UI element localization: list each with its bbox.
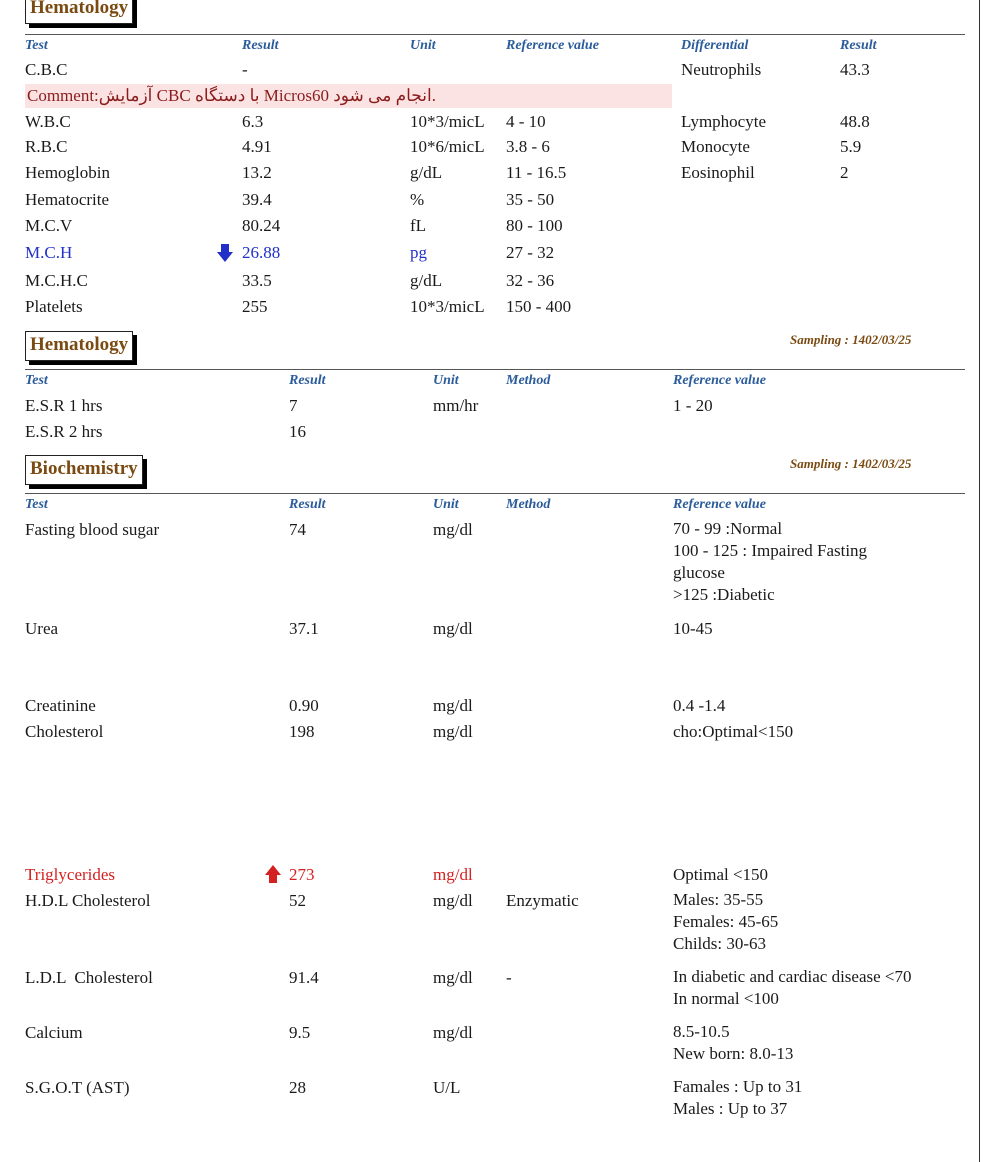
- test-unit: 10*3/micL: [410, 297, 485, 316]
- test-unit: mg/dl: [433, 891, 473, 910]
- header-method: Method: [506, 497, 551, 512]
- test-method: -: [506, 968, 512, 987]
- differential-name: Monocyte: [681, 137, 750, 156]
- test-result: 37.1: [289, 619, 319, 638]
- reference-line: Famales : Up to 31: [673, 1077, 803, 1096]
- test-result: 26.88: [242, 243, 281, 262]
- test-name: M.C.H.C: [25, 271, 88, 290]
- test-unit: g/dL: [410, 163, 443, 182]
- test-name: E.S.R 2 hrs: [25, 422, 103, 441]
- test-result: 6.3: [242, 112, 264, 131]
- test-name: R.B.C: [25, 137, 68, 156]
- test-unit: mm/hr: [433, 396, 479, 415]
- reference-line: Females: 45-65: [673, 912, 779, 931]
- test-result: 13.2: [242, 163, 272, 182]
- header-result: Result: [289, 373, 326, 388]
- sampling-date: Sampling : 1402/03/25: [790, 456, 912, 471]
- test-reference: 35 - 50: [506, 190, 555, 209]
- right-border: [979, 0, 980, 1162]
- test-reference: [673, 518, 913, 606]
- reference-line: In normal <100: [673, 989, 779, 1008]
- test-name: S.G.O.T (AST): [25, 1078, 130, 1097]
- test-name: L.D.L Cholesterol: [25, 968, 153, 987]
- reference-line: Childs: 30-63: [673, 934, 767, 953]
- test-name: M.C.H: [25, 243, 73, 262]
- reference-line: 70 - 99 :Normal: [673, 519, 783, 538]
- test-result: 28: [289, 1078, 306, 1097]
- test-name: H.D.L Cholesterol: [25, 891, 151, 910]
- test-reference: 150 - 400: [506, 297, 572, 316]
- test-reference: 3.8 - 6: [506, 137, 550, 156]
- test-result: 255: [242, 297, 268, 316]
- test-result: -: [242, 60, 248, 79]
- test-unit: 10*3/micL: [410, 112, 485, 131]
- test-unit: mg/dl: [433, 619, 473, 638]
- test-reference: [673, 1021, 953, 1065]
- header-result: Result: [289, 497, 326, 512]
- header-method: Method: [506, 373, 551, 388]
- test-unit: mg/dl: [433, 722, 473, 741]
- test-reference: [673, 966, 963, 1010]
- reference-line: >125 :Diabetic: [673, 585, 775, 604]
- header-reference: Reference value: [673, 497, 766, 512]
- test-result: 0.90: [289, 696, 319, 715]
- header-unit: Unit: [410, 38, 436, 53]
- section-title-hematology: Hematology: [25, 0, 133, 24]
- differential-name: Neutrophils: [681, 60, 762, 79]
- test-reference: Optimal <150: [673, 865, 769, 884]
- test-name: W.B.C: [25, 112, 71, 131]
- reference-line: 8.5-10.5: [673, 1022, 730, 1041]
- test-result: 52: [289, 891, 306, 910]
- test-unit: mg/dl: [433, 696, 473, 715]
- test-reference: 1 - 20: [673, 396, 713, 415]
- test-reference: 0.4 -1.4: [673, 696, 726, 715]
- reference-line: New born: 8.0-13: [673, 1044, 794, 1063]
- test-unit: mg/dl: [433, 968, 473, 987]
- test-result: 16: [289, 422, 306, 441]
- test-reference: 80 - 100: [506, 216, 563, 235]
- test-unit: pg: [410, 243, 427, 262]
- test-unit: mg/dl: [433, 520, 473, 539]
- test-reference: [673, 889, 953, 955]
- test-name: E.S.R 1 hrs: [25, 396, 103, 415]
- test-result: 91.4: [289, 968, 319, 987]
- test-name: Hematocrite: [25, 190, 110, 209]
- test-unit: mg/dl: [433, 865, 473, 884]
- test-result: 39.4: [242, 190, 272, 209]
- arrow-down-icon: [216, 243, 234, 263]
- test-result: 273: [289, 865, 315, 884]
- test-unit: g/dL: [410, 271, 443, 290]
- header-reference: Reference value: [673, 373, 766, 388]
- header-diff-result: Result: [840, 38, 877, 53]
- test-unit: mg/dl: [433, 1023, 473, 1042]
- test-reference: [673, 1076, 953, 1120]
- differential-name: Lymphocyte: [681, 112, 766, 131]
- test-result: 4.91: [242, 137, 272, 156]
- header-differential: Differential: [681, 38, 749, 53]
- test-reference: 10-45: [673, 619, 713, 638]
- reference-line: In diabetic and cardiac disease <70: [673, 967, 912, 986]
- test-name: M.C.V: [25, 216, 73, 235]
- reference-line: Males: 35-55: [673, 890, 764, 909]
- header-reference: Reference value: [506, 38, 599, 53]
- cbc-comment: Comment:آزمایش CBC با دستگاه Micros60 انجام می شود.: [25, 84, 672, 108]
- test-name: Cholesterol: [25, 722, 104, 741]
- header-test: Test: [25, 373, 48, 388]
- section-divider: [25, 493, 965, 494]
- test-unit: fL: [410, 216, 427, 235]
- test-unit: 10*6/micL: [410, 137, 485, 156]
- differential-value: 5.9: [840, 137, 862, 156]
- test-result: 80.24: [242, 216, 281, 235]
- header-result: Result: [242, 38, 279, 53]
- section-divider: [25, 369, 965, 370]
- test-reference: 32 - 36: [506, 271, 555, 290]
- section-title-hematology: Hematology: [25, 331, 133, 361]
- differential-name: Eosinophil: [681, 163, 755, 182]
- test-reference: 4 - 10: [506, 112, 546, 131]
- test-name: Platelets: [25, 297, 83, 316]
- test-name: C.B.C: [25, 60, 68, 79]
- reference-line: Males : Up to 37: [673, 1099, 788, 1118]
- test-name: Hemoglobin: [25, 163, 110, 182]
- header-unit: Unit: [433, 373, 459, 388]
- sampling-date: Sampling : 1402/03/25: [790, 332, 912, 347]
- header-unit: Unit: [433, 497, 459, 512]
- test-result: 33.5: [242, 271, 272, 290]
- reference-line: 100 - 125 : Impaired Fasting glucose: [673, 541, 868, 582]
- section-title-biochemistry: Biochemistry: [25, 455, 143, 485]
- differential-value: 43.3: [840, 60, 870, 79]
- test-unit: %: [410, 190, 425, 209]
- test-reference: 11 - 16.5: [506, 163, 567, 182]
- test-name: Calcium: [25, 1023, 83, 1042]
- test-name: Urea: [25, 619, 59, 638]
- test-result: 9.5: [289, 1023, 311, 1042]
- test-reference: 27 - 32: [506, 243, 555, 262]
- header-test: Test: [25, 38, 48, 53]
- test-name: Creatinine: [25, 696, 96, 715]
- test-result: 74: [289, 520, 306, 539]
- test-method: Enzymatic: [506, 891, 579, 910]
- test-unit: U/L: [433, 1078, 461, 1097]
- test-name: Fasting blood sugar: [25, 520, 160, 539]
- differential-value: 2: [840, 163, 849, 182]
- test-name: Triglycerides: [25, 865, 116, 884]
- header-test: Test: [25, 497, 48, 512]
- arrow-up-icon: [264, 864, 282, 884]
- test-result: 7: [289, 396, 298, 415]
- test-result: 198: [289, 722, 315, 741]
- test-reference: cho:Optimal<150: [673, 722, 794, 741]
- section-divider: [25, 34, 965, 35]
- differential-value: 48.8: [840, 112, 870, 131]
